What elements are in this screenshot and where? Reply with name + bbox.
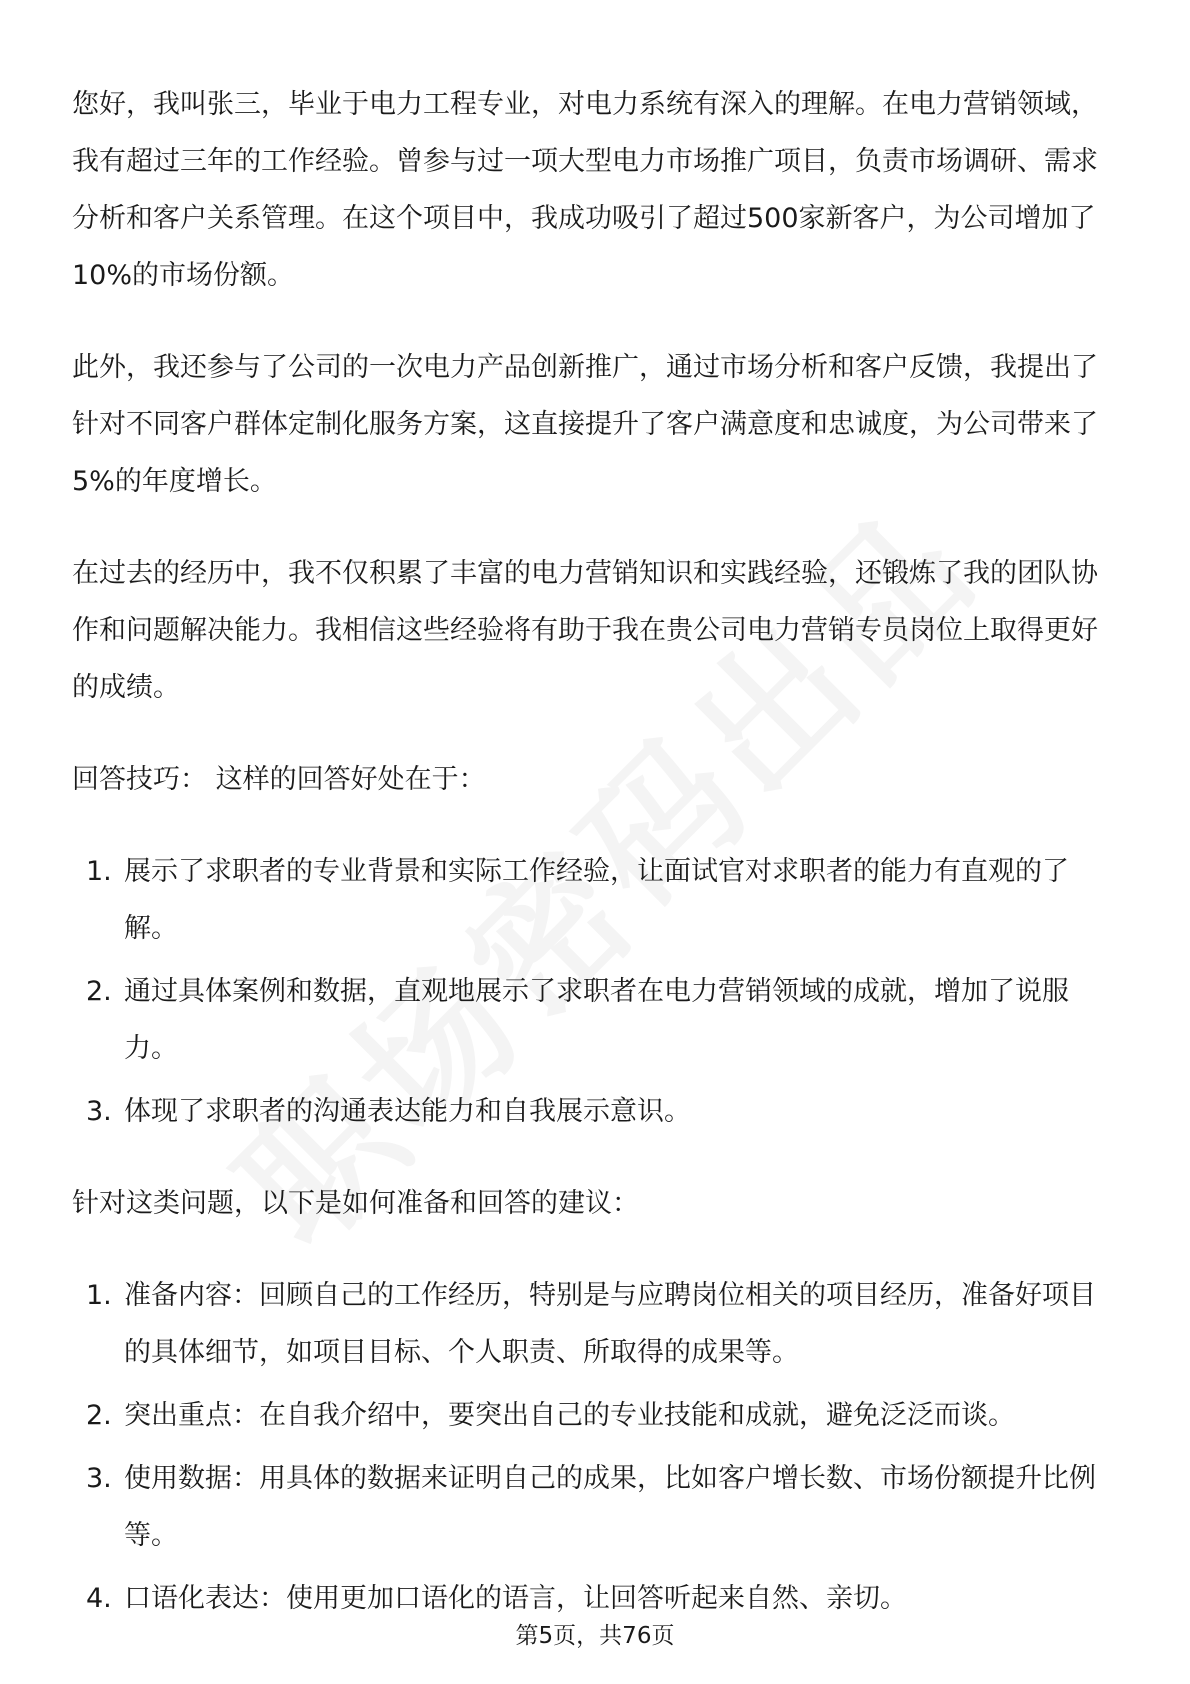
list-item bbox=[72, 1083, 1112, 1140]
list-text: 口语化表达：使用更加口语化的语言，让回答听起来自然、亲切。 bbox=[124, 1583, 907, 1614]
list-text: 展示了求职者的专业背景和实际工作经验，让面试官对求职者的能力有直观的了解。 bbox=[124, 856, 1069, 944]
document-body bbox=[72, 76, 1112, 1662]
paragraph-experience: 在过去的经历中，我不仅积累了丰富的电力营销知识和实践经验，还锻炼了我的团队协作和问题解决能力。我相信这些经验将有助于我在贵公司电力营销专员岗位上取得更好的成绩。 bbox=[72, 558, 1098, 703]
list-number: 4. bbox=[86, 1583, 112, 1614]
advice-list bbox=[72, 1267, 1112, 1627]
list-number: 3. bbox=[86, 1463, 112, 1494]
list-item bbox=[72, 1450, 1112, 1564]
list-number: 3. bbox=[86, 1096, 112, 1127]
list-number: 1. bbox=[86, 1280, 112, 1311]
list-item bbox=[72, 1267, 1112, 1381]
advice-heading: 针对这类问题，以下是如何准备和回答的建议： bbox=[72, 1188, 639, 1219]
list-text: 使用数据：用具体的数据来证明自己的成果，比如客户增长数、市场份额提升比例等。 bbox=[124, 1463, 1096, 1551]
list-number: 2. bbox=[86, 1400, 112, 1431]
list-number: 2. bbox=[86, 976, 112, 1007]
list-item bbox=[72, 843, 1112, 957]
paragraph-innovation: 此外，我还参与了公司的一次电力产品创新推广，通过市场分析和客户反馈，我提出了针对不同客户群体定制化服务方案，这直接提升了客户满意度和忠诚度，为公司带来了5%的年度增长。 bbox=[72, 352, 1098, 497]
list-text: 通过具体案例和数据，直观地展示了求职者在电力营销领域的成就，增加了说服力。 bbox=[124, 976, 1069, 1064]
list-text: 体现了求职者的沟通表达能力和自我展示意识。 bbox=[124, 1096, 691, 1127]
tips-heading: 回答技巧： 这样的回答好处在于： bbox=[72, 764, 486, 795]
list-number: 1. bbox=[86, 856, 112, 887]
page-footer: 第5页，共76页 bbox=[515, 1623, 675, 1649]
tips-list bbox=[72, 843, 1112, 1140]
list-item bbox=[72, 963, 1112, 1077]
paragraph-intro: 您好，我叫张三，毕业于电力工程专业，对电力系统有深入的理解。在电力营销领域，我有超过三年的工作经验。曾参与过一项大型电力市场推广项目，负责市场调研、需求分析和客户关系管理。在这个项目中，我成功吸引了超过500家新客户，为公司增加了10%的市场份额。 bbox=[72, 89, 1098, 291]
list-text: 准备内容：回顾自己的工作经历，特别是与应聘岗位相关的项目经历，准备好项目的具体细节，如项目目标、个人职责、所取得的成果等。 bbox=[124, 1280, 1096, 1368]
list-item bbox=[72, 1387, 1112, 1444]
list-text: 突出重点：在自我介绍中，要突出自己的专业技能和成就，避免泛泛而谈。 bbox=[124, 1400, 1015, 1431]
